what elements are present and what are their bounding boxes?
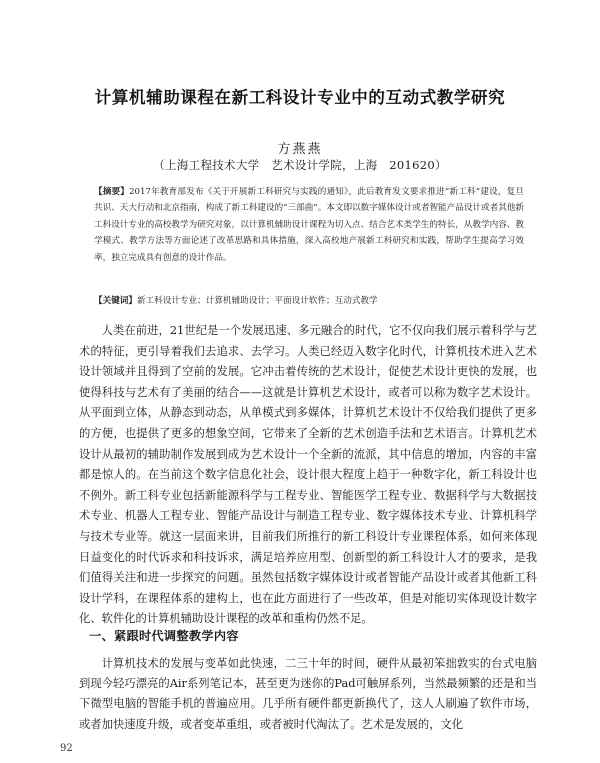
body-section-1 <box>79 654 537 735</box>
body-paragraph: 计算机技术的发展与变革如此快速，二三十年的时间，硬件从最初笨拙敦实的台式电脑到现今轻巧漂亮的Air系列笔记本，甚至更为迷你的Pad可触屏系列，当然最频繁的还是和当下微型电脑的智能手机的普遍应用。几乎所有硬件都更新换代了，这人人刷遍了软件市场，或者加快速度升级，或者变革重组，或者被时代淘汰了。艺术是发展的，文化 <box>79 657 537 731</box>
section-heading: 一、紧跟时代调整教学内容 <box>89 629 239 643</box>
abstract-block <box>94 184 524 266</box>
page-number: 92 <box>60 743 73 754</box>
body-paragraph: 人类在前进，21世纪是一个发展迅速、多元融合的时代，它不仅向我们展示着科学与艺术的特征，更引导着我们去追求、去学习。人类已经迈入数字化时代，计算机技术进入艺术设计领域并且得到了空前的发展。它冲击着传统的艺术设计，促使艺术设计更快的发展，也使得科技与艺术有了美丽的结合——这就是计算机艺术设计，或者可以称为数字艺术设计。从平面到立体，从静态到动态，从单模式到多媒体，计算机艺术设计不仅给我们提供了更多的方便，也提供了更多的想象空间，它带来了全新的艺术创造手法和艺术语言。计算机艺术设计从最初的辅助制作发展到成为艺术设计一个全新的流派，其中信息的增加，内容的丰富都是惊人的。在当前这个数字信息化社会，设计很大程度上趋于一种数字化，新工科设计也不例外。新工科专业包括新能源科学与工程专业、智能医学工程专业、数据科学与大数据技术专业、机器人工程专业、智能产品设计与制造工程专业、数字媒体技术专业、计算机科学与技术专业等。就这一层面来讲，目前我们所推行的新工科设计专业课程体系，如何来体现日益变化的时代诉求和科技诉求，满足培养应用型、创新型的新工科设计人才的要求，是我们值得关注和进一步探究的问题。虽然包括数字媒体设计或者智能产品设计或者其他新工科设计学科，在课程体系的建构上，也在此方面进行了一些改革，但是对能切实体现设计数字化、软件化的计算机辅助设计课程的改革和重构仍然不足。 <box>79 324 537 626</box>
author-name: 方燕燕 <box>277 142 323 157</box>
keywords-label: 【关键词】 <box>94 296 137 306</box>
keywords-text: 新工科设计专业；计算机辅助设计；平面设计软件；互动式教学 <box>136 296 378 306</box>
body-section-intro <box>79 321 537 630</box>
keywords-block <box>94 294 524 308</box>
abstract-label: 【摘要】 <box>94 187 130 197</box>
paper-title: 计算机辅助课程在新工科设计专业中的互动式教学研究 <box>94 88 506 107</box>
abstract-text: 2017年教育部发布《关于开展新工科研究与实践的通知》，此后教育发文要求推进“新工科”建设，复旦共识、天大行动和北京指南，构成了新工科建设的“三部曲”。本文即以数字媒体设计或者智能产品设计或者其他新工科设计专业的高校教学为研究对象，以计算机辅助设计课程为切入点、结合艺术类学生的特长，从教学内容、教学模式、教学方法等方面论述了改革思路和具体措施，深入高校地产展新工科研究和实践，帮助学生提高学习效率，独立完成具有创意的设计作品。 <box>94 187 524 263</box>
author-affiliation: （上海工程技术大学 艺术设计学院，上海 201620） <box>153 158 447 172</box>
